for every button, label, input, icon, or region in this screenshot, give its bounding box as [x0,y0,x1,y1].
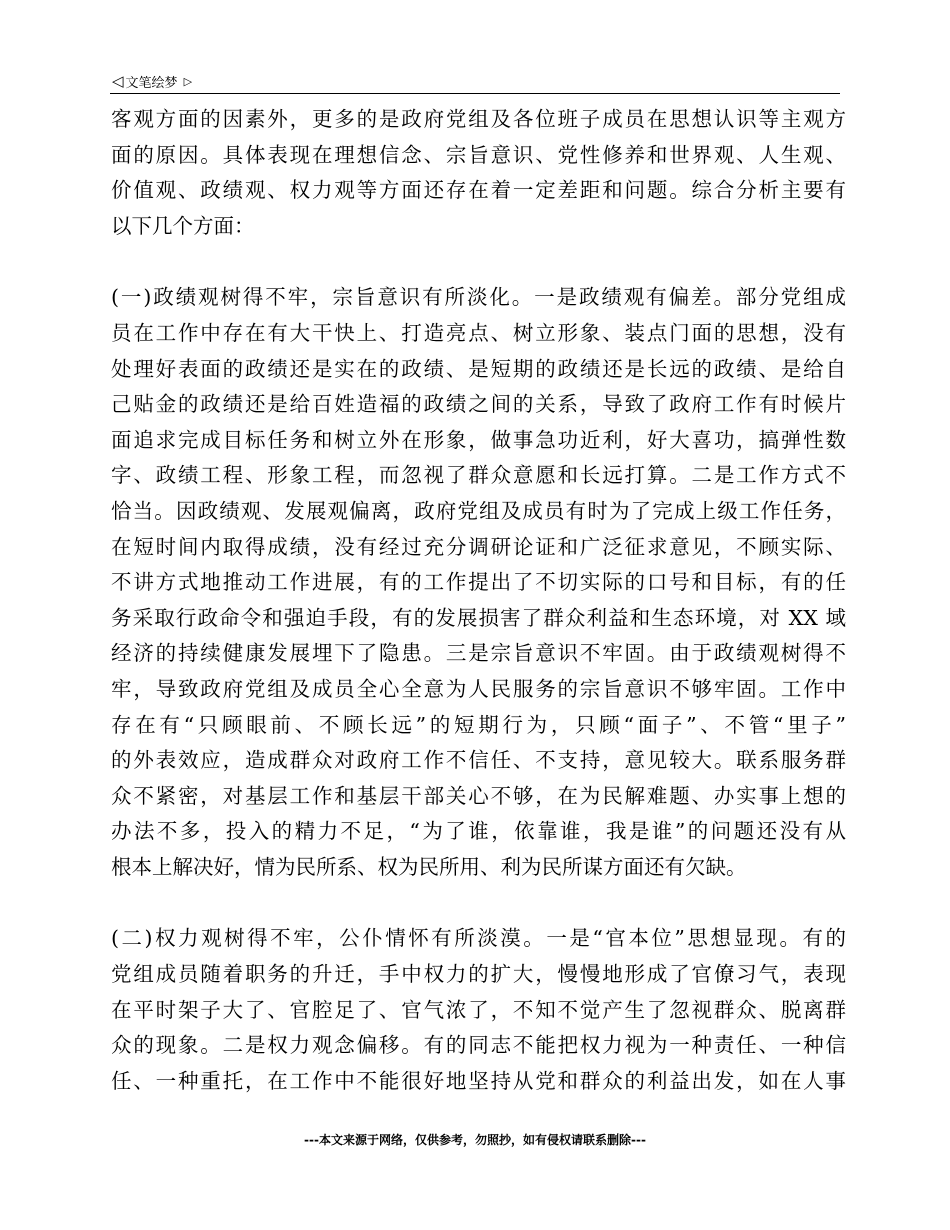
paragraph [111,921,846,1099]
header-divider [110,93,840,94]
left-triangle-icon: ◁ [112,71,124,90]
footer-disclaimer: ---本文来源于网络，仅供参考，勿照抄，如有侵权请联系删除--- [304,1133,646,1147]
text-line: 以下几个方面： [111,213,255,238]
paragraph-spacer [111,885,846,921]
text-line: 众的现象。二是权力观念偏移。有的同志不能把权力视为一种责任、一种信 [111,1033,846,1058]
text-line: 价值观、政绩观、权力观等方面还存在着一定差距和问题。综合分析主要有 [111,178,846,203]
text-line: 处理好表面的政绩还是实在的政绩、是短期的政绩还是长远的政绩、是给自 [111,356,846,381]
right-triangle-icon: ▷ [183,74,193,88]
text-line: 根本上解决好，情为民所系、权为民所用、利为民所谋方面还有欠缺。 [111,854,747,879]
text-line: 恰当。因政绩观、发展观偏离，政府党组及成员有时为了完成上级工作任务， [111,498,846,523]
document-body [111,102,846,1099]
text-line: 面追求完成目标任务和树立外在形象，做事急功近利，好大喜功，搞弹性数 [111,427,846,452]
text-line: 务采取行政命令和强迫手段，有的发展损害了群众利益和生态环境，对 XX 域 [111,605,846,630]
document-header [112,70,192,92]
text-line: 己贴金的政绩还是给百姓造福的政绩之间的关系，导致了政府工作有时候片 [111,392,846,417]
text-line: 字、政绩工程、形象工程，而忽视了群众意愿和长远打算。二是工作方式不 [111,463,846,488]
text-line: 存在有“只顾眼前、不顾长远”的短期行为，只顾“面子”、不管“里子” [111,712,846,737]
text-line: 党组成员随着职务的升迁，手中权力的扩大，慢慢地形成了官僚习气，表现 [111,962,846,987]
header-title: 文笔绘梦 [125,75,178,91]
text-line: 在短时间内取得成绩，没有经过充分调研论证和广泛征求意见，不顾实际、 [111,534,846,559]
text-line: 员在工作中存在有大干快上、打造亮点、树立形象、装点门面的思想，没有 [111,320,846,345]
text-line: 牢，导致政府党组及成员全心全意为人民服务的宗旨意识不够牢固。工作中 [111,676,846,701]
text-line: (二)权力观树得不牢，公仆情怀有所淡漠。一是“官本位”思想显现。有的 [111,926,846,951]
text-line: 任、一种重托，在工作中不能很好地坚持从党和群众的利益出发，如在人事 [111,1068,846,1093]
text-line: 的外表效应，造成群众对政府工作不信任、不支持，意见较大。联系服务群 [111,748,846,773]
text-line: 经济的持续健康发展埋下了隐患。三是宗旨意识不牢固。由于政绩观树得不 [111,641,846,666]
text-line: 在平时架子大了、官腔足了、官气浓了，不知不觉产生了忽视群众、脱离群 [111,997,846,1022]
text-line: (一)政绩观树得不牢，宗旨意识有所淡化。一是政绩观有偏差。部分党组成 [111,285,846,310]
paragraph [111,102,846,244]
paragraph [111,280,846,885]
paragraph-spacer [111,244,846,280]
text-line: 不讲方式地推动工作进展，有的工作提出了不切实际的口号和目标，有的任 [111,570,846,595]
text-line: 面的原因。具体表现在理想信念、宗旨意识、党性修养和世界观、人生观、 [111,142,846,167]
text-line: 众不紧密，对基层工作和基层干部关心不够，在为民解难题、办实事上想的 [111,783,846,808]
text-line: 办法不多，投入的精力不足，“为了谁，依靠谁，我是谁”的问题还没有从 [111,819,846,844]
text-line: 客观方面的因素外，更多的是政府党组及各位班子成员在思想认识等主观方 [111,107,846,131]
